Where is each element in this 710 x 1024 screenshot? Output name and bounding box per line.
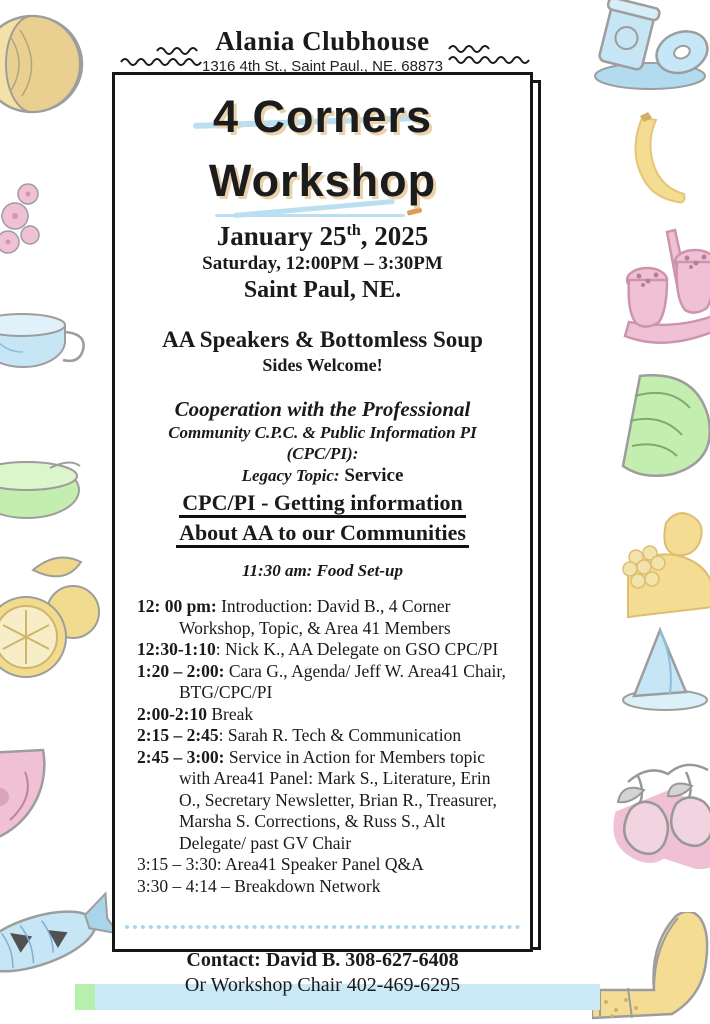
- schedule-time: 12: 00 pm:: [137, 596, 217, 616]
- blossom-illustration: [0, 180, 65, 265]
- main-topic-line1: CPC/PI - Getting information: [115, 488, 530, 518]
- sides-line: Sides Welcome!: [262, 355, 383, 375]
- schedule-time: 2:15 – 2:45: [137, 725, 219, 745]
- legacy-topic-label: Legacy Topic:: [241, 466, 340, 485]
- schedule-item: [137, 639, 515, 661]
- schedule-desc: Break: [206, 703, 254, 724]
- title-line-2: Workshop: [208, 155, 437, 206]
- squiggle-icon: [120, 56, 202, 66]
- banana-illustration: [612, 112, 710, 212]
- speakers-line: AA Speakers & Bottomless Soup: [162, 327, 483, 352]
- workshop-title: [115, 85, 530, 213]
- green-highlight-band: [75, 984, 95, 1010]
- green-pot-illustration: [0, 438, 107, 526]
- schedule-desc: Introduction: David B., 4 Corner Workshop, Topic, & Area 41 Members: [179, 596, 451, 638]
- schedule-desc: Cara G., Agenda/ Jeff W. Area41 Chair, BTG/CPC/PI: [179, 660, 506, 702]
- schedule-item: [137, 725, 515, 747]
- schedule-desc: Breakdown Network: [229, 875, 381, 896]
- cake-slice-illustration: [620, 622, 710, 714]
- schedule-time: 12:30-1:10: [137, 639, 216, 659]
- date-suffix: th: [346, 222, 361, 239]
- schedule-item: [137, 704, 515, 726]
- squiggle-icon: [156, 45, 200, 55]
- pink-pears-illustration: [608, 752, 710, 892]
- date-main: January 25: [216, 221, 347, 251]
- event-date: [115, 215, 530, 252]
- teacup-illustration: [0, 298, 105, 390]
- clubhouse-address: 1316 4th St., Saint Paul., NE. 68873: [202, 58, 443, 75]
- squiggle-icon: [448, 43, 492, 53]
- schedule-item: [137, 876, 515, 898]
- dotted-divider: [125, 925, 520, 929]
- melon-illustration: [0, 12, 107, 117]
- title-line-1: 4 Corners: [212, 91, 433, 142]
- contact-section: [112, 948, 533, 998]
- schedule-desc: : Nick K., AA Delegate on GSO CPC/PI: [215, 639, 499, 659]
- event-location: Saint Paul, NE.: [243, 277, 402, 303]
- coop-heading-line2: Community C.P.C. & Public Information PI: [168, 423, 477, 442]
- fish-illustration: [0, 878, 125, 996]
- schedule-item: [137, 854, 515, 876]
- flyer-frame: [112, 72, 533, 952]
- schedule-time: 3:15 – 3:30:: [137, 854, 222, 874]
- highlight-stroke: [215, 214, 405, 217]
- schedule-time: 2:45 – 3:00:: [137, 746, 225, 767]
- schedule-time: 2:00-2:10: [137, 703, 207, 724]
- main-topic-line2: About AA to our Communities: [115, 518, 530, 548]
- grapefruit-illustration: [0, 742, 90, 850]
- contact-secondary: Or Workshop Chair 402-469-6295: [184, 974, 461, 996]
- schedule-item: [137, 596, 515, 639]
- pears-grapes-illustration: [618, 505, 710, 627]
- schedule-list: [137, 596, 515, 897]
- clubhouse-name: Alania Clubhouse: [215, 26, 430, 56]
- contact-primary: Contact: David B. 308-627-6408: [186, 949, 459, 971]
- coop-heading-line3: (CPC/PI):: [286, 444, 359, 463]
- event-day-time: Saturday, 12:00PM – 3:30PM: [202, 253, 443, 274]
- coop-heading-line1: Cooperation with the Professional: [174, 397, 471, 421]
- cabbage-illustration: [620, 366, 710, 478]
- schedule-time: 1:20 – 2:00:: [137, 660, 225, 681]
- banana-bottom-illustration: [592, 912, 710, 1024]
- schedule-desc: : Sarah R. Tech & Communication: [218, 725, 462, 745]
- legacy-topic: [115, 464, 530, 488]
- schedule-time: 3:30 – 4:14 –: [137, 875, 230, 896]
- coffee-donut-illustration: [588, 0, 710, 95]
- schedule-item: [137, 747, 515, 855]
- schedule-desc: Area41 Speaker Panel Q&A: [221, 854, 424, 874]
- date-year: , 2025: [360, 221, 429, 251]
- food-setup-time: 11:30 am: Food Set-up: [241, 561, 404, 580]
- legacy-topic-value: Service: [339, 465, 404, 486]
- squiggle-icon: [448, 54, 530, 64]
- salt-pepper-shakers-illustration: [615, 218, 710, 346]
- schedule-item: [137, 661, 515, 704]
- lemons-illustration: [0, 542, 108, 687]
- schedule-desc: Service in Action for Members topic with Area41 Panel: Mark S., Literature, Erin O., Secretary Newsletter, Brian R., Treasurer, Marsha S. Corrections, & Russ S., Alt Delegate/ past GV Chair: [179, 746, 497, 853]
